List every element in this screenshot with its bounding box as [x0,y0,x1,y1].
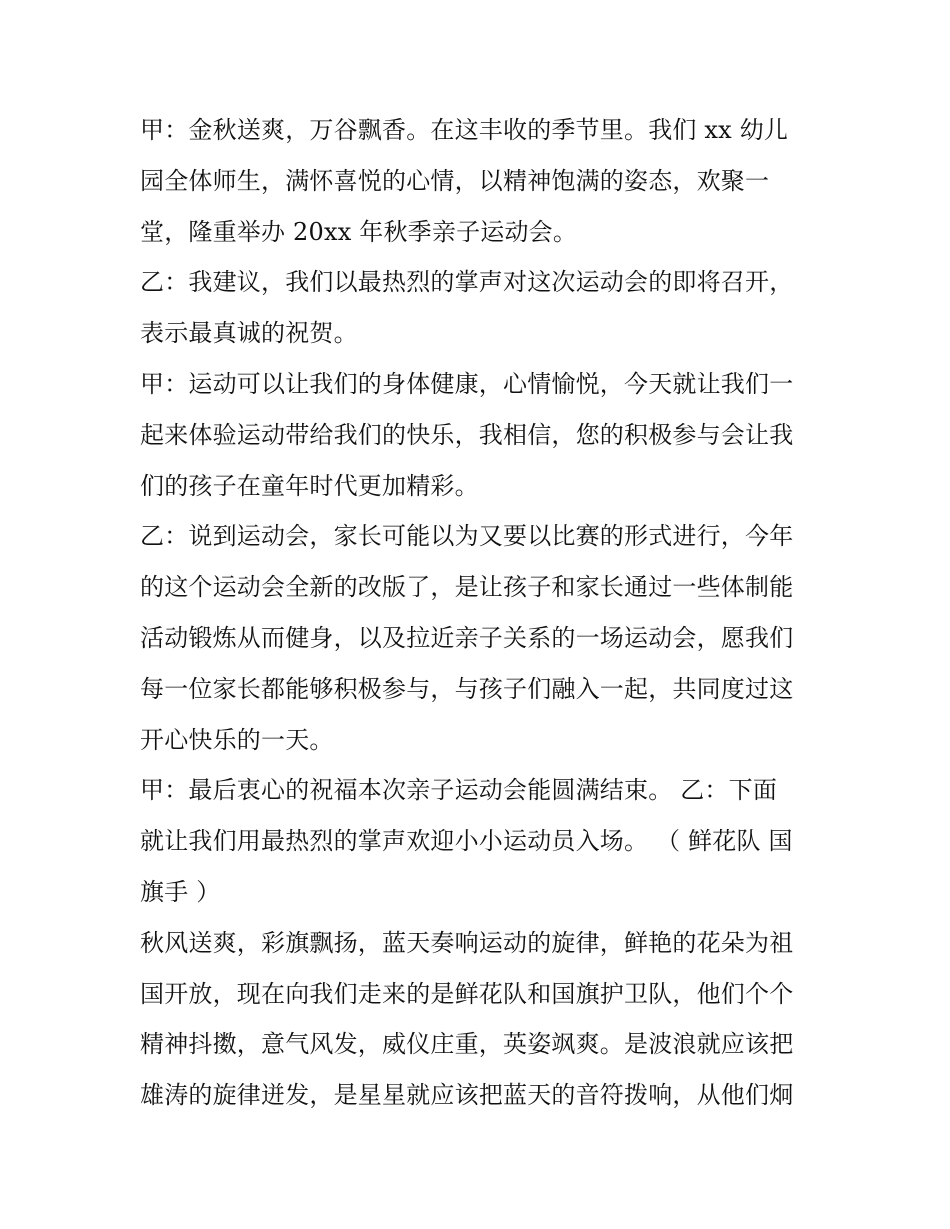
text-line: 国开放，现在向我们走来的是鲜花队和国旗护卫队，他们个个 [140,979,794,1008]
text-line: 就让我们用最热烈的掌声欢迎小小运动员入场。 （ 鲜花队 国 [140,827,793,856]
paragraph-yi-suggestion [140,257,810,359]
paragraph-flower-team [140,918,810,1121]
text-line: 表示最真诚的祝贺。 [140,319,358,348]
paragraph-jia-opening [140,105,810,257]
paragraph-jia-sports [140,359,810,511]
text-line: 旗手 ） [140,877,221,906]
text-line: 开心快乐的一天。 [140,725,334,754]
paragraph-closing-and-entry [140,765,810,917]
text-line: 园全体师生，满怀喜悦的心情，以精神饱满的姿态，欢聚一 [140,166,770,195]
text-line: 起来体验运动带给我们的快乐，我相信，您的积极参与会让我 [140,420,794,449]
text-line: 雄涛的旋律迸发，是星星就应该把蓝天的音符拨响，从他们炯 [140,1081,794,1110]
text-line: 甲：最后衷心的祝福本次亲子运动会能圆满结束。 乙：下面 [140,776,778,805]
text-line: 乙：我建议，我们以最热烈的掌声对这次运动会的即将召开， [140,268,794,297]
text-line: 堂，隆重举办 20xx 年秋季亲子运动会。 [140,217,578,246]
text-line: 们的孩子在童年时代更加精彩。 [140,471,479,500]
text-line: 秋风送爽，彩旗飘扬，蓝天奏响运动的旋律，鲜艳的花朵为祖 [140,928,794,957]
text-line: 甲：金秋送爽，万谷飘香。在这丰收的季节里。我们 xx 幼儿 [140,116,789,144]
text-line: 每一位家长都能够积极参与，与孩子们融入一起，共同度过这 [140,674,794,703]
text-line: 乙：说到运动会，家长可能以为又要以比赛的形式进行，今年 [140,522,794,551]
document-text [140,105,810,1121]
paragraph-yi-sports-meet [140,511,810,765]
text-line: 的这个运动会全新的改版了，是让孩子和家长通过一些体制能 [140,573,794,602]
text-line: 甲：运动可以让我们的身体健康，心情愉悦，今天就让我们一 [140,369,794,398]
text-line: 精神抖擞，意气风发，威仪庄重，英姿飒爽。是波浪就应该把 [140,1030,794,1059]
text-line: 活动锻炼从而健身，以及拉近亲子关系的一场运动会，愿我们 [140,623,794,652]
